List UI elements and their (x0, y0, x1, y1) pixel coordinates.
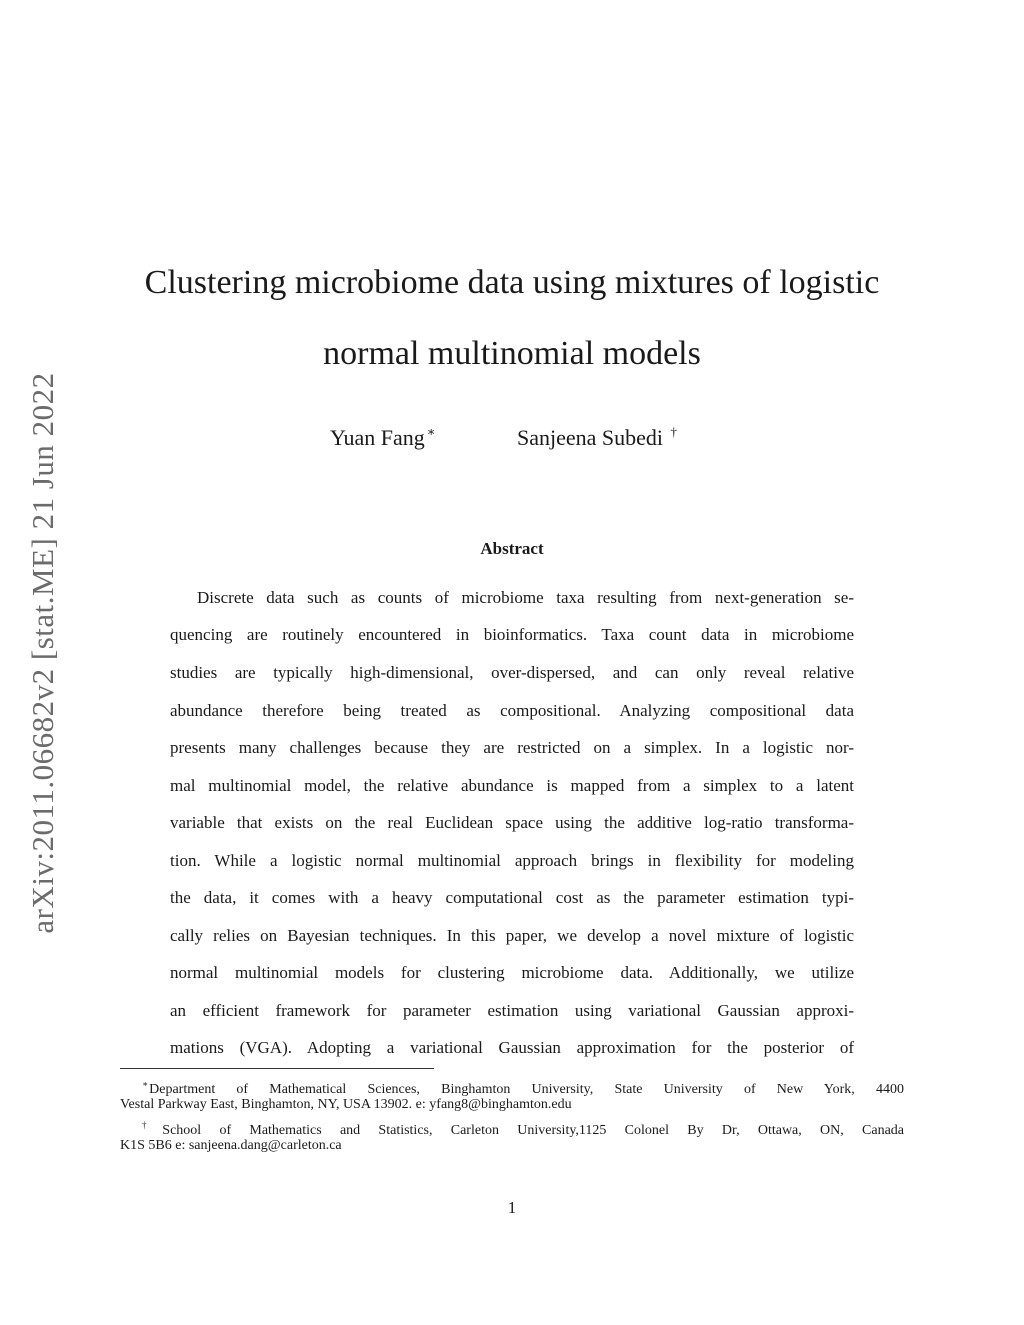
abstract-line: an efficient framework for parameter estimation using variational Gaussian approxi- (170, 1001, 854, 1020)
footnote-text: Department of Mathematical Sciences, Binghamton University, State University of New York, 4400 (149, 1082, 904, 1097)
abstract-line: quencing are routinely encountered in bioinformatics. Taxa count data in microbiome (170, 625, 854, 644)
footnote-text: School of Mathematics and Statistics, Carleton University,1125 Colonel By Dr, Ottawa, ON, Canada (162, 1123, 905, 1138)
footnote-1-line-2: Vestal Parkway East, Binghamton, NY, USA 13902. e: yfang8@binghamton.edu (120, 1097, 572, 1112)
abstract-line: normal multinomial models for clustering microbiome data. Additionally, we utilize (170, 963, 854, 982)
abstract-line: mations (VGA). Adopting a variational Gaussian approximation for the posterior of (170, 1038, 854, 1057)
abstract-line: presents many challenges because they are restricted on a simplex. In a logistic nor- (170, 738, 854, 757)
abstract-line: mal multinomial model, the relative abundance is mapped from a simplex to a latent (170, 776, 854, 795)
author-name: Yuan Fang (330, 425, 425, 450)
footnote-mark: ∗ (142, 1079, 149, 1089)
abstract-line: cally relies on Bayesian techniques. In this paper, we develop a novel mixture of logistic (170, 926, 854, 945)
paper-title-line-1: Clustering microbiome data using mixtures of logistic (144, 264, 880, 301)
abstract-line: variable that exists on the real Euclidean space using the additive log-ratio transforma- (170, 813, 854, 832)
author-name: Sanjeena Subedi (517, 425, 664, 450)
abstract-line: abundance therefore being treated as compositional. Analyzing compositional data (170, 701, 854, 720)
abstract-line: the data, it comes with a heavy computational cost as the parameter estimation typi- (170, 888, 854, 907)
abstract-line: Discrete data such as counts of microbiome taxa resulting from next-generation se- (197, 588, 854, 607)
author-footnote-mark: † (670, 424, 678, 439)
page-number: 1 (507, 1198, 517, 1217)
footnote-divider (120, 1068, 434, 1069)
footnote-2-line-2: K1S 5B6 e: sanjeena.dang@carleton.ca (120, 1138, 342, 1153)
author-footnote-mark: ∗ (426, 424, 436, 439)
footnote-mark: † (142, 1120, 162, 1130)
abstract-heading: Abstract (480, 539, 544, 558)
paper-title-line-2: normal multinomial models (323, 335, 701, 372)
abstract-line: tion. While a logistic normal multinomial approach brings in flexibility for modeling (170, 851, 854, 870)
abstract-line: studies are typically high-dimensional, over-dispersed, and can only reveal relative (170, 663, 854, 682)
author-1 (330, 424, 436, 451)
arxiv-identifier: arXiv:2011.06682v2 [stat.ME] 21 Jun 2022 (25, 372, 60, 934)
author-2 (517, 424, 677, 451)
